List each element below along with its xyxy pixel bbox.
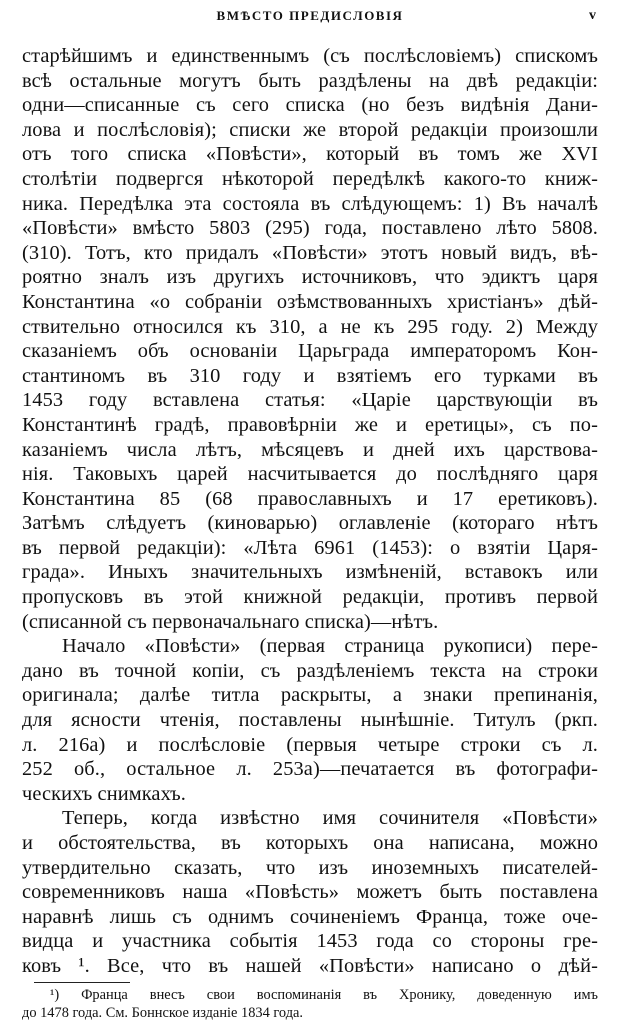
text-line: всѣ остальные могутъ быть раздѣлены на двѣ редакціи: [22, 69, 598, 92]
text-line: видца и участника событія 1453 года со стороны гре- [22, 930, 598, 953]
text-line: дано въ точной копіи, съ раздѣленіемъ текста на строки [22, 659, 598, 682]
text-line: стантиномъ въ 310 году и взятіемъ его турками въ [22, 364, 598, 387]
text-line: 1453 году вставлена статья: «Царіе царствующіи въ [22, 389, 598, 412]
text-line: л. 216а) и послѣсловіе (первыя четыре строки съ л. [22, 733, 598, 756]
text-line: (списанной съ первоначальнаго списка)—нѣтъ. [22, 610, 439, 633]
text-line: лова и послѣсловія); списки же второй редакціи произошли [22, 118, 598, 141]
text-line: 252 об., остальное л. 253а)—печатается въ фотографи- [22, 758, 598, 781]
text-line: (310). Тотъ, кто придалъ «Повѣсти» этотъ новый видъ, вѣ- [22, 241, 598, 264]
text-line: оригинала; далѣе титла раскрыты, а знаки препинанія, [22, 684, 598, 707]
page-number: v [589, 8, 596, 23]
text-line: отъ того списка «Повѣсти», который въ томъ же XVI [22, 143, 598, 166]
text-line: Теперь, когда извѣстно имя сочинителя «Повѣсти» [62, 807, 598, 830]
text-line: современниковъ наша «Повѣсть» можетъ быть поставлена [22, 881, 598, 904]
text-line: и обстоятельства, въ которыхъ она написана, можно [22, 832, 598, 854]
text-line: Константина 85 (68 православныхъ и 17 еретиковъ). [22, 487, 598, 510]
running-header [0, 8, 620, 32]
text-line: наравнѣ лишь съ однимъ сочиненіемъ Франца, тоже оче- [22, 905, 598, 928]
text-line: «Повѣсти» вмѣсто 5803 (295) года, поставлено лѣто 5808. [22, 217, 598, 240]
text-line: столѣтіи подвергся нѣкоторой передѣлкѣ какого-то книж- [22, 167, 598, 190]
text-line: роятно зналъ изъ другихъ источниковъ, что эдиктъ царя [22, 266, 598, 289]
text-line: ствительно относился къ 310, а не къ 295 году. 2) Между [22, 315, 598, 338]
text-line: для ясности чтенія, поставлены нынѣшніе. Титулъ (ркп. [22, 709, 598, 732]
running-title: ВМѢСТО ПРЕДИСЛОВІЯ [216, 8, 404, 23]
text-line: града». Иныхъ значительныхъ измѣненій, вставокъ или [22, 561, 598, 584]
text-line: ника. Передѣлка эта состояла въ слѣдующемъ: 1) Въ началѣ [22, 192, 598, 215]
footnote-line: до 1478 года. См. Боннское изданіе 1834 года. [22, 1005, 304, 1021]
text-line: Константинѣ градѣ, правовѣрніи же и еретицы», съ по- [22, 413, 598, 436]
text-line: Начало «Повѣсти» (первая страница рукописи) пере- [62, 635, 598, 658]
text-line: утвердительно сказать, что изъ иноземныхъ писателей- [22, 856, 598, 879]
text-line: сказаніемъ объ основаніи Царьграда императоромъ Кон- [22, 340, 598, 363]
text-line: въ первой редакціи): «Лѣта 6961 (1453): о взятіи Царя- [22, 536, 598, 559]
footnote-divider [34, 982, 130, 983]
text-line: старѣйшимъ и единственнымъ (съ послѣсловіемъ) спискомъ [22, 45, 598, 67]
text-line: Константина «о собраніи озѣмствованныхъ христіанъ» дѣй- [22, 290, 598, 313]
text-line: одни—списанные съ сего списка (но безъ видѣнія Дани- [22, 94, 598, 117]
footnote [22, 986, 598, 1022]
text-line: Затѣмъ слѣдуетъ (киноварью) оглавленіе (котораго нѣтъ [22, 512, 598, 535]
text-line: ческихъ снимкахъ. [22, 782, 186, 805]
footnote-line: ¹) Франца внесъ свои воспоминанія въ Хронику, доведенную имъ [50, 987, 598, 1003]
text-line: ковъ ¹. Все, что въ нашей «Повѣсти» написано о дѣй- [22, 954, 598, 977]
body-text [22, 44, 598, 979]
text-line: пропусковъ въ этой книжной редакціи, противъ первой [22, 586, 598, 609]
text-line: нія. Таковыхъ царей насчитывается до послѣдняго царя [22, 463, 598, 486]
text-line: казаніемъ числа лѣтъ, мѣсяцевъ и дней ихъ царствова- [22, 438, 598, 461]
